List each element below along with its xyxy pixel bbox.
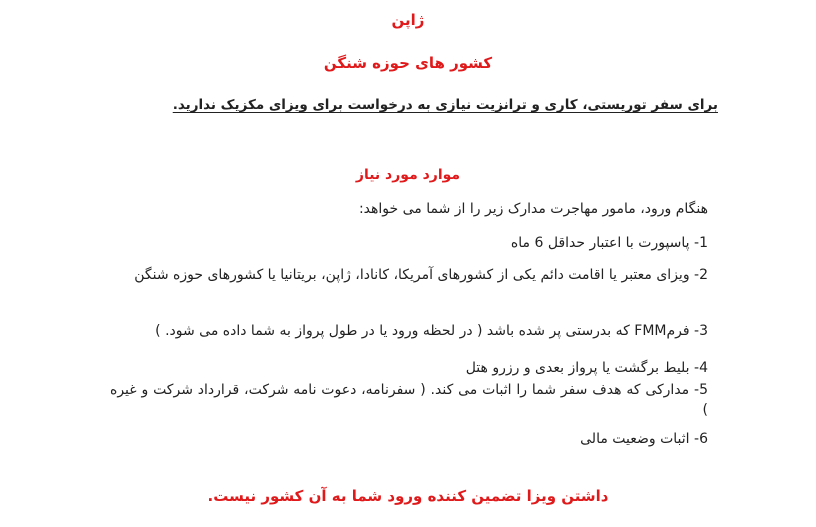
requirement-item-3: 3- فرمFMM که بدرستی پر شده باشد ( در لحظه ورود یا در طول پرواز به شما داده می شود. ) [155,323,708,339]
country-title: ژاپن [391,11,425,29]
visa-disclaimer: داشتن ویزا تضمین کننده ورود شما به آن کشور نیست. [207,487,609,505]
zone-title: کشور های حوزه شنگن [323,54,493,72]
requirements-lead: هنگام ورود، مامور مهاجرت مدارک زیر را از شما می خواهد: [358,201,708,217]
intro-text: برای سفر توریستی، کاری و ترانزیت نیازی به درخواست برای ویزای مکزیک ندارید. [172,97,718,113]
requirements-title: موارد مورد نیاز [355,167,461,183]
requirement-item-4: 4- بلیط برگشت یا پرواز بعدی و رزرو هتل [465,360,708,376]
requirement-item-5: 5- مدارکی که هدف سفر شما را اثبات می کند. ( سفرنامه، دعوت نامه شرکت، قرارداد شرکت و غیره ) [110,382,708,418]
requirement-item-1: 1- پاسپورت با اعتبار حداقل 6 ماه [510,235,708,251]
requirement-item-2: 2- ویزای معتبر یا اقامت دائم یکی از کشورهای آمریکا، کانادا، ژاپن، بریتانیا یا کشورهای حوزه شنگن [134,267,708,283]
requirement-item-6: 6- اثبات وضعیت مالی [580,431,708,447]
